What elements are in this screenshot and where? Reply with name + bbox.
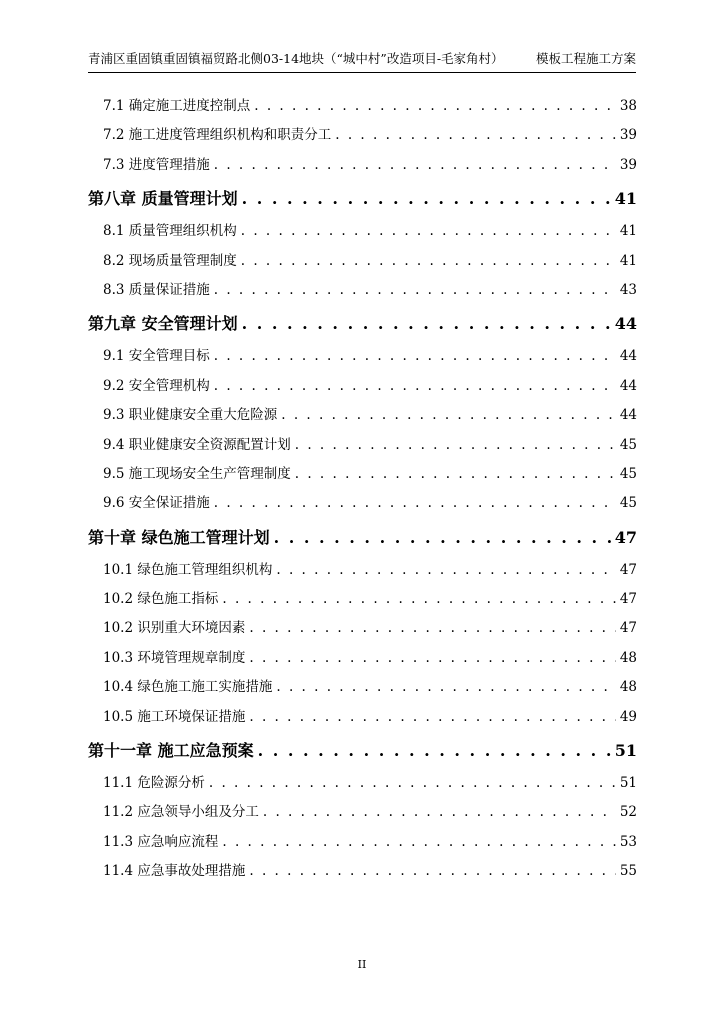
toc-section-entry[interactable] (88, 372, 637, 401)
toc-entry-page: 39 (619, 127, 637, 144)
toc-dot-leader (276, 673, 615, 702)
toc-entry-page: 43 (619, 281, 637, 298)
toc-entry-label: 9.1 安全管理目标 (103, 348, 210, 365)
toc-entry-page: 44 (619, 407, 637, 424)
toc-dot-leader (335, 121, 616, 150)
toc-entry-label: 10.1 绿色施工管理组织机构 (103, 561, 273, 578)
toc-entry-page: 47 (619, 591, 637, 608)
toc-section-entry[interactable] (88, 431, 637, 460)
toc-entry-page: 48 (619, 679, 637, 696)
toc-section-entry[interactable] (88, 556, 637, 585)
toc-entry-label: 7.2 施工进度管理组织机构和职责分工 (103, 127, 332, 144)
toc-section-entry[interactable] (88, 151, 637, 180)
toc-dot-leader (249, 614, 615, 643)
toc-section-entry[interactable] (88, 247, 637, 276)
toc-section-entry[interactable] (88, 92, 637, 121)
toc-entry-page: 55 (619, 863, 637, 880)
toc-entry-label: 11.4 应急事故处理措施 (103, 863, 246, 880)
toc-entry-label: 9.3 职业健康安全重大危险源 (103, 407, 278, 424)
toc-entry-label: 8.2 现场质量管理制度 (103, 252, 237, 269)
toc-dot-leader (214, 342, 616, 371)
toc-dot-leader (214, 372, 616, 401)
toc-entry-page: 45 (619, 495, 637, 512)
toc-dot-leader (295, 431, 616, 460)
toc-entry-label: 7.1 确定施工进度控制点 (103, 98, 251, 114)
toc-entry-label: 9.6 安全保证措施 (103, 495, 210, 512)
toc-dot-leader (249, 857, 615, 886)
toc-dot-leader (222, 828, 615, 857)
toc-section-entry[interactable] (88, 703, 637, 732)
toc-entry-page: 39 (619, 156, 637, 173)
toc-entry-page: 41 (614, 189, 637, 209)
toc-chapter-entry[interactable] (88, 732, 637, 769)
toc-dot-leader (276, 556, 615, 585)
toc-section-entry[interactable] (88, 489, 637, 518)
toc-entry-page: 52 (619, 804, 637, 821)
toc-section-entry[interactable] (88, 217, 637, 246)
toc-section-entry[interactable] (88, 644, 637, 673)
toc-entry-label: 8.1 质量管理组织机构 (103, 223, 237, 240)
toc-chapter-entry[interactable] (88, 305, 637, 342)
toc-section-entry[interactable] (88, 798, 637, 827)
toc-entry-page: 49 (619, 708, 637, 725)
toc-section-entry[interactable] (88, 342, 637, 371)
toc-entry-label: 9.5 施工现场安全生产管理制度 (103, 465, 291, 482)
toc-dot-leader (214, 276, 616, 305)
toc-section-entry[interactable] (88, 614, 637, 643)
toc-entry-label: 10.4 绿色施工施工实施措施 (103, 679, 273, 696)
toc-section-entry[interactable] (88, 673, 637, 702)
toc-entry-label: 9.2 安全管理机构 (103, 377, 210, 394)
toc-dot-leader (254, 92, 616, 121)
toc-dot-leader (258, 732, 611, 769)
toc-entry-label: 8.3 质量保证措施 (103, 281, 210, 298)
toc-dot-leader (214, 151, 616, 180)
toc-entry-page: 53 (619, 833, 637, 850)
toc-dot-leader (274, 519, 611, 556)
toc-entry-page: 48 (619, 649, 637, 666)
toc-entry-page: 51 (614, 741, 637, 761)
toc-entry-page: 45 (619, 465, 637, 482)
toc-section-entry[interactable] (88, 401, 637, 430)
toc-entry-page: 38 (619, 98, 637, 114)
toc-entry-page: 45 (619, 436, 637, 453)
toc-entry-label: 11.1 危险源分析 (103, 775, 205, 792)
toc-dot-leader (242, 305, 611, 342)
toc-dot-leader (222, 585, 615, 614)
toc-entry-label: 10.5 施工环境保证措施 (103, 708, 246, 725)
header-project-title: 青浦区重固镇重固镇福贸路北侧03-14地块（“城中村”改造项目-毛家角村） (88, 51, 504, 66)
toc-entry-page: 41 (619, 223, 637, 240)
toc-dot-leader (242, 180, 611, 217)
toc-entry-label: 第九章 安全管理计划 (88, 314, 238, 334)
toc-dot-leader (263, 798, 616, 827)
toc-dot-leader (249, 703, 615, 732)
toc-dot-leader (241, 247, 616, 276)
toc-entry-label: 11.2 应急领导小组及分工 (103, 804, 259, 821)
toc-entry-label: 10.3 环境管理规章制度 (103, 649, 246, 666)
toc-entry-label: 11.3 应急响应流程 (103, 833, 219, 850)
toc-chapter-entry[interactable] (88, 519, 637, 556)
toc-section-entry[interactable] (88, 585, 637, 614)
toc-entry-page: 44 (619, 377, 637, 394)
toc-entry-label: 第十章 绿色施工管理计划 (88, 527, 270, 547)
toc-entry-page: 47 (614, 527, 637, 547)
toc-section-entry[interactable] (88, 769, 637, 798)
toc-entry-label: 7.3 进度管理措施 (103, 156, 210, 173)
toc-entry-label: 10.2 识别重大环境因素 (103, 620, 246, 637)
toc-dot-leader (214, 489, 616, 518)
header-document-title: 模板工程施工方案 (535, 51, 636, 66)
toc-section-entry[interactable] (88, 460, 637, 489)
page-number: II (357, 958, 367, 971)
toc-dot-leader (295, 460, 616, 489)
toc-dot-leader (249, 644, 615, 673)
toc-section-entry[interactable] (88, 276, 637, 305)
toc-entry-page: 41 (619, 252, 637, 269)
table-of-contents (88, 92, 637, 887)
toc-entry-page: 44 (614, 314, 637, 334)
toc-entry-page: 47 (619, 620, 637, 637)
toc-entry-label: 第十一章 施工应急预案 (88, 741, 254, 761)
toc-section-entry[interactable] (88, 857, 637, 886)
toc-entry-label: 10.2 绿色施工指标 (103, 591, 219, 608)
toc-section-entry[interactable] (88, 828, 637, 857)
toc-entry-label: 第八章 质量管理计划 (88, 189, 238, 209)
toc-dot-leader (281, 401, 616, 430)
toc-section-entry[interactable] (88, 121, 637, 150)
toc-dot-leader (241, 217, 616, 246)
toc-entry-page: 51 (619, 775, 637, 792)
toc-chapter-entry[interactable] (88, 180, 637, 217)
toc-entry-page: 47 (619, 561, 637, 578)
toc-entry-page: 44 (619, 348, 637, 365)
toc-dot-leader (209, 769, 616, 798)
toc-entry-label: 9.4 职业健康安全资源配置计划 (103, 436, 291, 453)
page-header (88, 50, 636, 73)
